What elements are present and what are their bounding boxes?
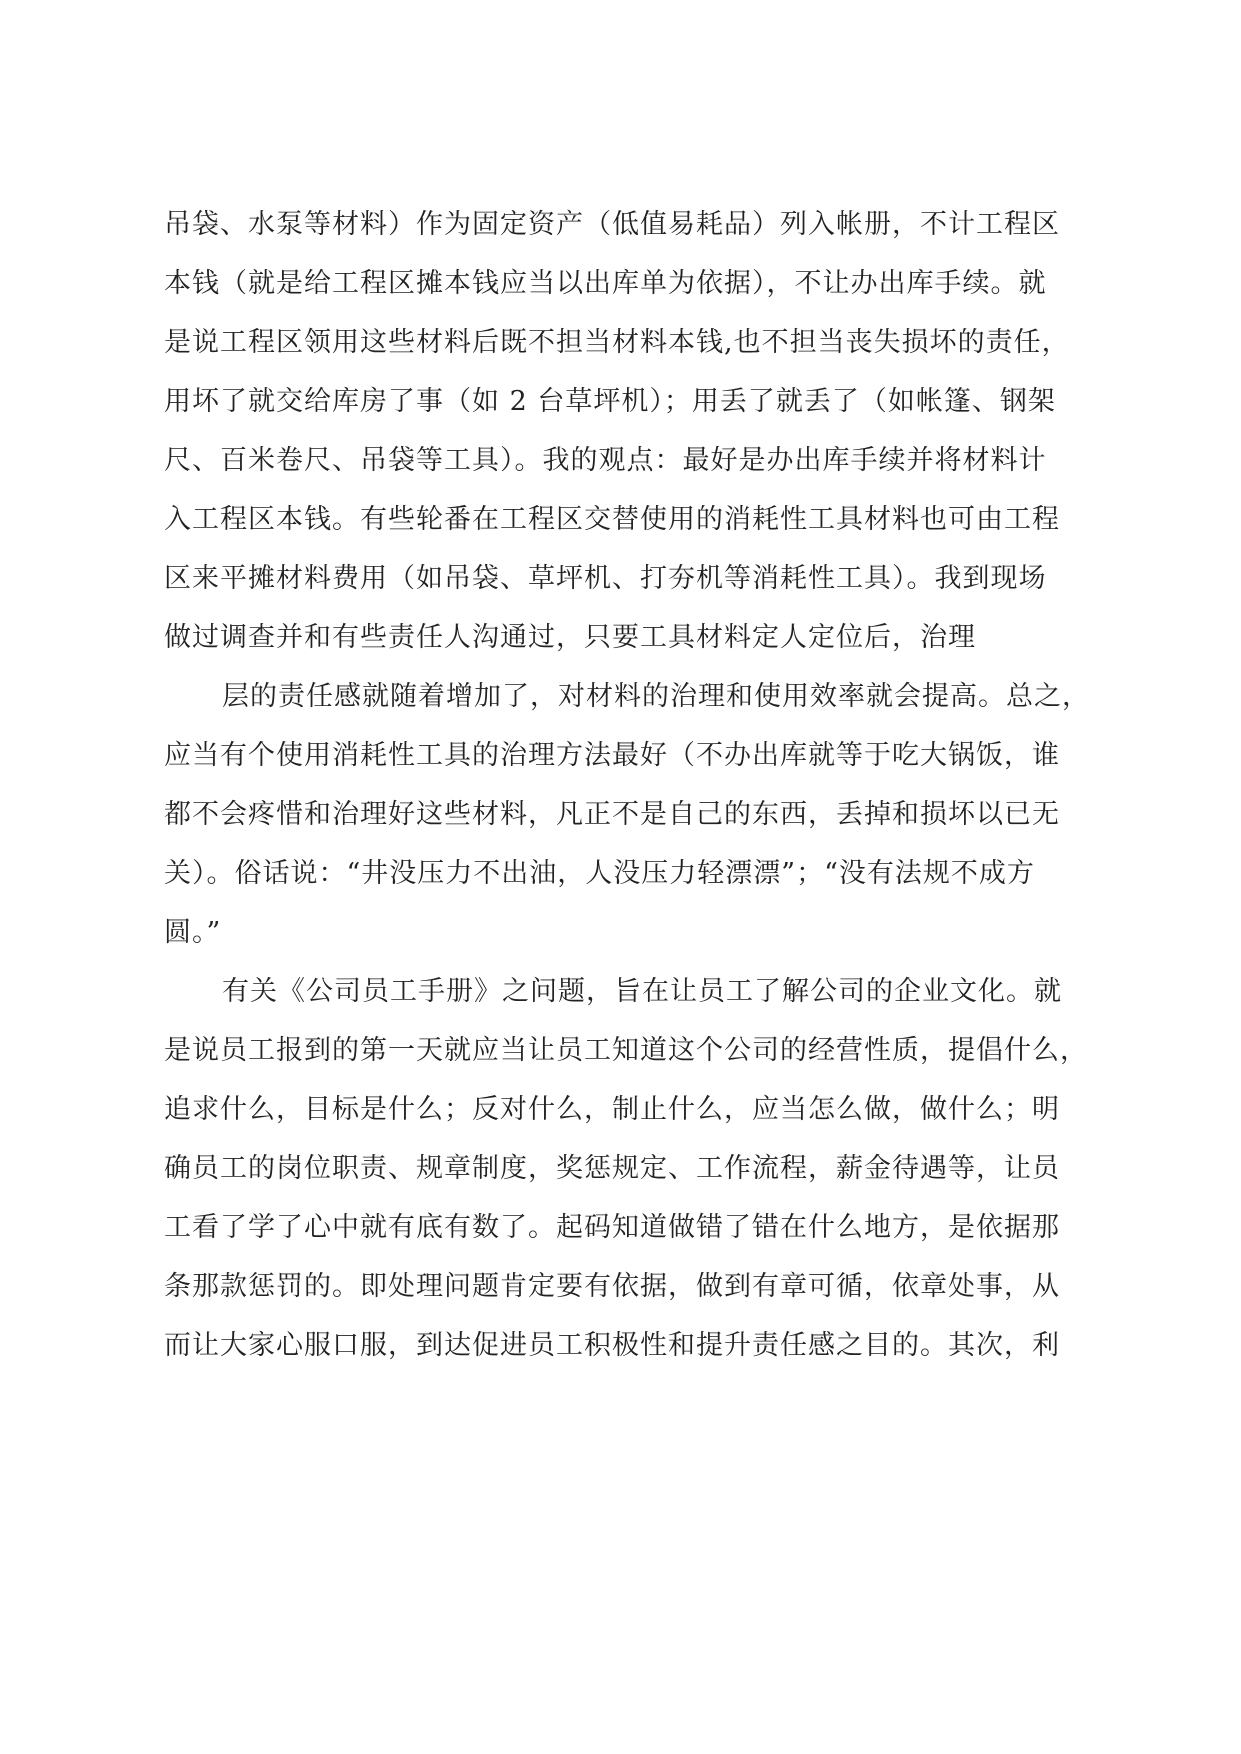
- paragraph-line: 区来平摊材料费用（如吊袋、草坪机、打夯机等消耗性工具）。我到现场: [164, 563, 1047, 594]
- paragraph-line: 尺、百米卷尺、吊袋等工具）。我的观点：最好是办出库手续并将材料计: [164, 445, 1047, 476]
- paragraph-line: 条那款惩罚的。即处理问题肯定要有依据，做到有章可循，依章处事，从: [164, 1271, 1060, 1302]
- paragraph-line: 用坏了就交给库房了事（如 2 台草坪机）；用丢了就丢了（如帐篷、钢架: [164, 386, 1056, 417]
- paragraph-line: 是说工程区领用这些材料后既不担当材料本钱,也不担当丧失损坏的责任，: [164, 327, 1070, 358]
- paragraph-line: 圆。”: [164, 917, 222, 948]
- paragraph-line: 有关《公司员工手册》之问题，旨在让员工了解公司的企业文化。就: [222, 976, 1062, 1007]
- paragraph-line: 是说员工报到的第一天就应当让员工知道这个公司的经营性质，提倡什么，: [164, 1035, 1088, 1066]
- paragraph-line: 关）。俗话说：“井没压力不出油，人没压力轻漂漂”；“没有法规不成方: [164, 858, 1035, 889]
- paragraph-line: 层的责任感就随着增加了，对材料的治理和使用效率就会提高。总之，: [222, 681, 1090, 712]
- paragraph-line: 应当有个使用消耗性工具的治理方法最好（不办出库就等于吃大锅饭，谁: [164, 740, 1060, 771]
- paragraph-line: 做过调查并和有些责任人沟通过，只要工具材料定人定位后，治理: [164, 622, 976, 653]
- paragraph-line: 追求什么，目标是什么；反对什么，制止什么，应当怎么做，做什么；明: [164, 1094, 1060, 1125]
- paragraph-line: 确员工的岗位职责、规章制度，奖惩规定、工作流程，薪金待遇等，让员: [164, 1153, 1060, 1184]
- paragraph-line: 吊袋、水泵等材料）作为固定资产（低值易耗品）列入帐册，不计工程区: [164, 209, 1060, 240]
- paragraph-line: 工看了学了心中就有底有数了。起码知道做错了错在什么地方，是依据那: [164, 1212, 1060, 1243]
- paragraph-line: 都不会疼惜和治理好这些材料，凡正不是自己的东西，丢掉和损坏以已无: [164, 799, 1060, 830]
- paragraph-line: 入工程区本钱。有些轮番在工程区交替使用的消耗性工具材料也可由工程: [164, 504, 1060, 535]
- paragraph-line: 而让大家心服口服，到达促进员工积极性和提升责任感之目的。其次，利: [164, 1330, 1060, 1361]
- paragraph-line: 本钱（就是给工程区摊本钱应当以出库单为依据），不让办出库手续。就: [164, 268, 1047, 299]
